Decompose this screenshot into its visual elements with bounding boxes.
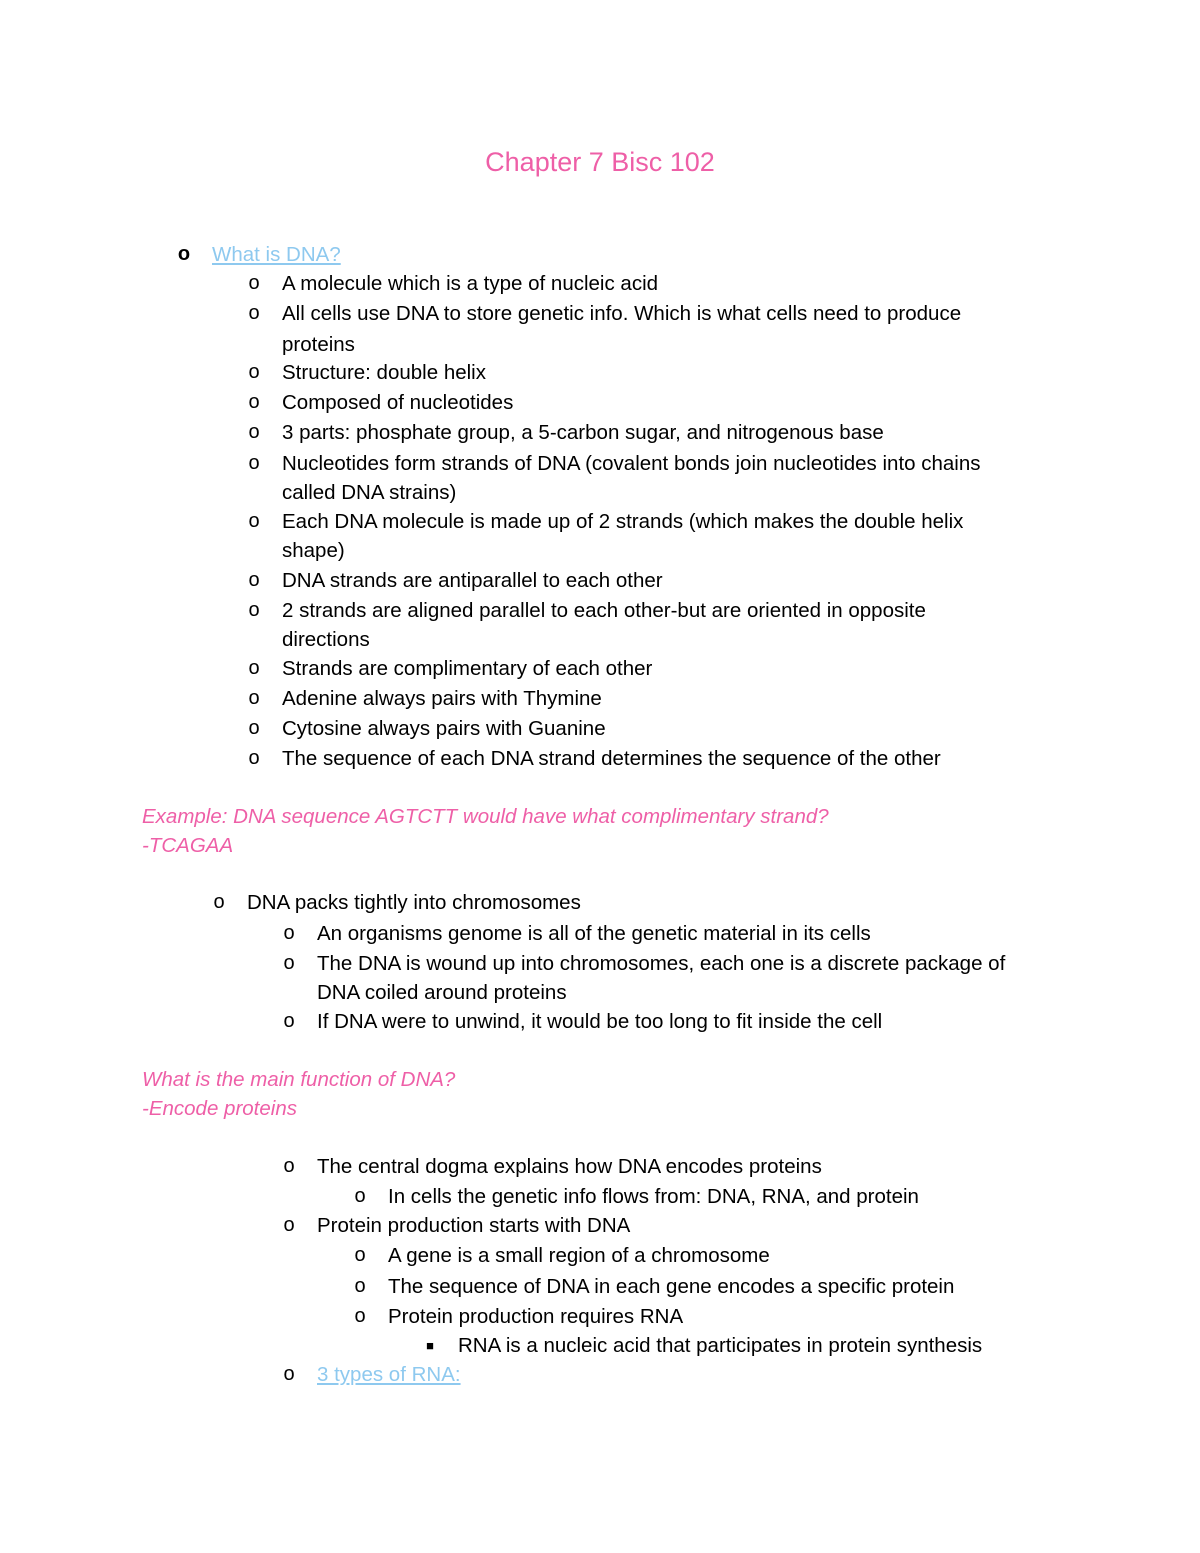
bullet-icon: o [248, 510, 260, 532]
bullet-icon: o [213, 891, 225, 913]
bullet-icon: o [248, 599, 260, 621]
list-item: The DNA is wound up into chromosomes, each one is a discrete package of [317, 952, 1006, 975]
bullet-icon: o [283, 952, 295, 974]
list-item: 3 parts: phosphate group, a 5-carbon sugar, and nitrogenous base [282, 421, 884, 444]
bullet-icon: o [354, 1185, 366, 1207]
list-item: An organisms genome is all of the genetic material in its cells [317, 922, 871, 945]
bullet-icon: o [354, 1244, 366, 1266]
list-item: All cells use DNA to store genetic info. Which is what cells need to produce [282, 302, 962, 325]
list-item-continuation: proteins [282, 333, 355, 356]
bullet-icon: o [248, 302, 260, 324]
list-item-continuation: DNA coiled around proteins [317, 981, 567, 1004]
bullet-icon: o [248, 747, 260, 769]
list-item: The sequence of each DNA strand determines the sequence of the other [282, 747, 941, 770]
bullet-icon: o [283, 1214, 295, 1236]
section-heading-link[interactable]: What is DNA? [212, 243, 341, 266]
rna-types-link[interactable]: 3 types of RNA: [317, 1363, 461, 1386]
bullet-icon: o [354, 1305, 366, 1327]
list-item: A molecule which is a type of nucleic acid [282, 272, 659, 295]
function-answer: -Encode proteins [142, 1097, 297, 1120]
list-item: DNA strands are antiparallel to each other [282, 569, 663, 592]
bullet-icon: o [248, 717, 260, 739]
bullet-icon: o [248, 687, 260, 709]
bullet-icon: o [248, 569, 260, 591]
bullet-icon: o [248, 657, 260, 679]
list-item: Composed of nucleotides [282, 391, 514, 414]
bullet-icon: o [248, 272, 260, 294]
example-question: Example: DNA sequence AGTCTT would have what complimentary strand? [142, 805, 829, 828]
bullet-icon: o [283, 1155, 295, 1177]
bullet-icon: o [248, 361, 260, 383]
example-answer: -TCAGAA [142, 834, 234, 857]
list-item: In cells the genetic info flows from: DNA, RNA, and protein [388, 1185, 919, 1208]
list-item: The sequence of DNA in each gene encodes a specific protein [388, 1275, 955, 1298]
bullet-icon: o [283, 1363, 295, 1385]
list-item: Protein production requires RNA [388, 1305, 684, 1328]
bullet-icon: o [248, 452, 260, 474]
list-item: DNA packs tightly into chromosomes [247, 891, 581, 914]
bullet-icon: o [248, 421, 260, 443]
list-item-continuation: called DNA strains) [282, 481, 457, 504]
list-item: Each DNA molecule is made up of 2 strands (which makes the double helix [282, 510, 964, 533]
list-item-continuation: shape) [282, 539, 345, 562]
list-item: If DNA were to unwind, it would be too long to fit inside the cell [317, 1010, 883, 1033]
list-item: Adenine always pairs with Thymine [282, 687, 602, 710]
list-item: 2 strands are aligned parallel to each other-but are oriented in opposite [282, 599, 926, 622]
bullet-icon: o [283, 1010, 295, 1032]
bullet-icon: o [283, 922, 295, 944]
list-item: Nucleotides form strands of DNA (covalent bonds join nucleotides into chains [282, 452, 981, 475]
bullet-icon: o [248, 391, 260, 413]
list-item: A gene is a small region of a chromosome [388, 1244, 770, 1267]
list-item: Protein production starts with DNA [317, 1214, 631, 1237]
page-title: Chapter 7 Bisc 102 [485, 147, 715, 177]
list-item-continuation: directions [282, 628, 370, 651]
bullet-icon: o [354, 1275, 366, 1297]
list-item: Cytosine always pairs with Guanine [282, 717, 606, 740]
list-item: The central dogma explains how DNA encodes proteins [317, 1155, 822, 1178]
function-question: What is the main function of DNA? [142, 1068, 456, 1091]
bullet-icon: o [177, 243, 191, 265]
list-item: RNA is a nucleic acid that participates in protein synthesis [458, 1334, 983, 1357]
square-bullet-icon: ■ [426, 1338, 434, 1353]
list-item: Strands are complimentary of each other [282, 657, 653, 680]
list-item: Structure: double helix [282, 361, 486, 384]
